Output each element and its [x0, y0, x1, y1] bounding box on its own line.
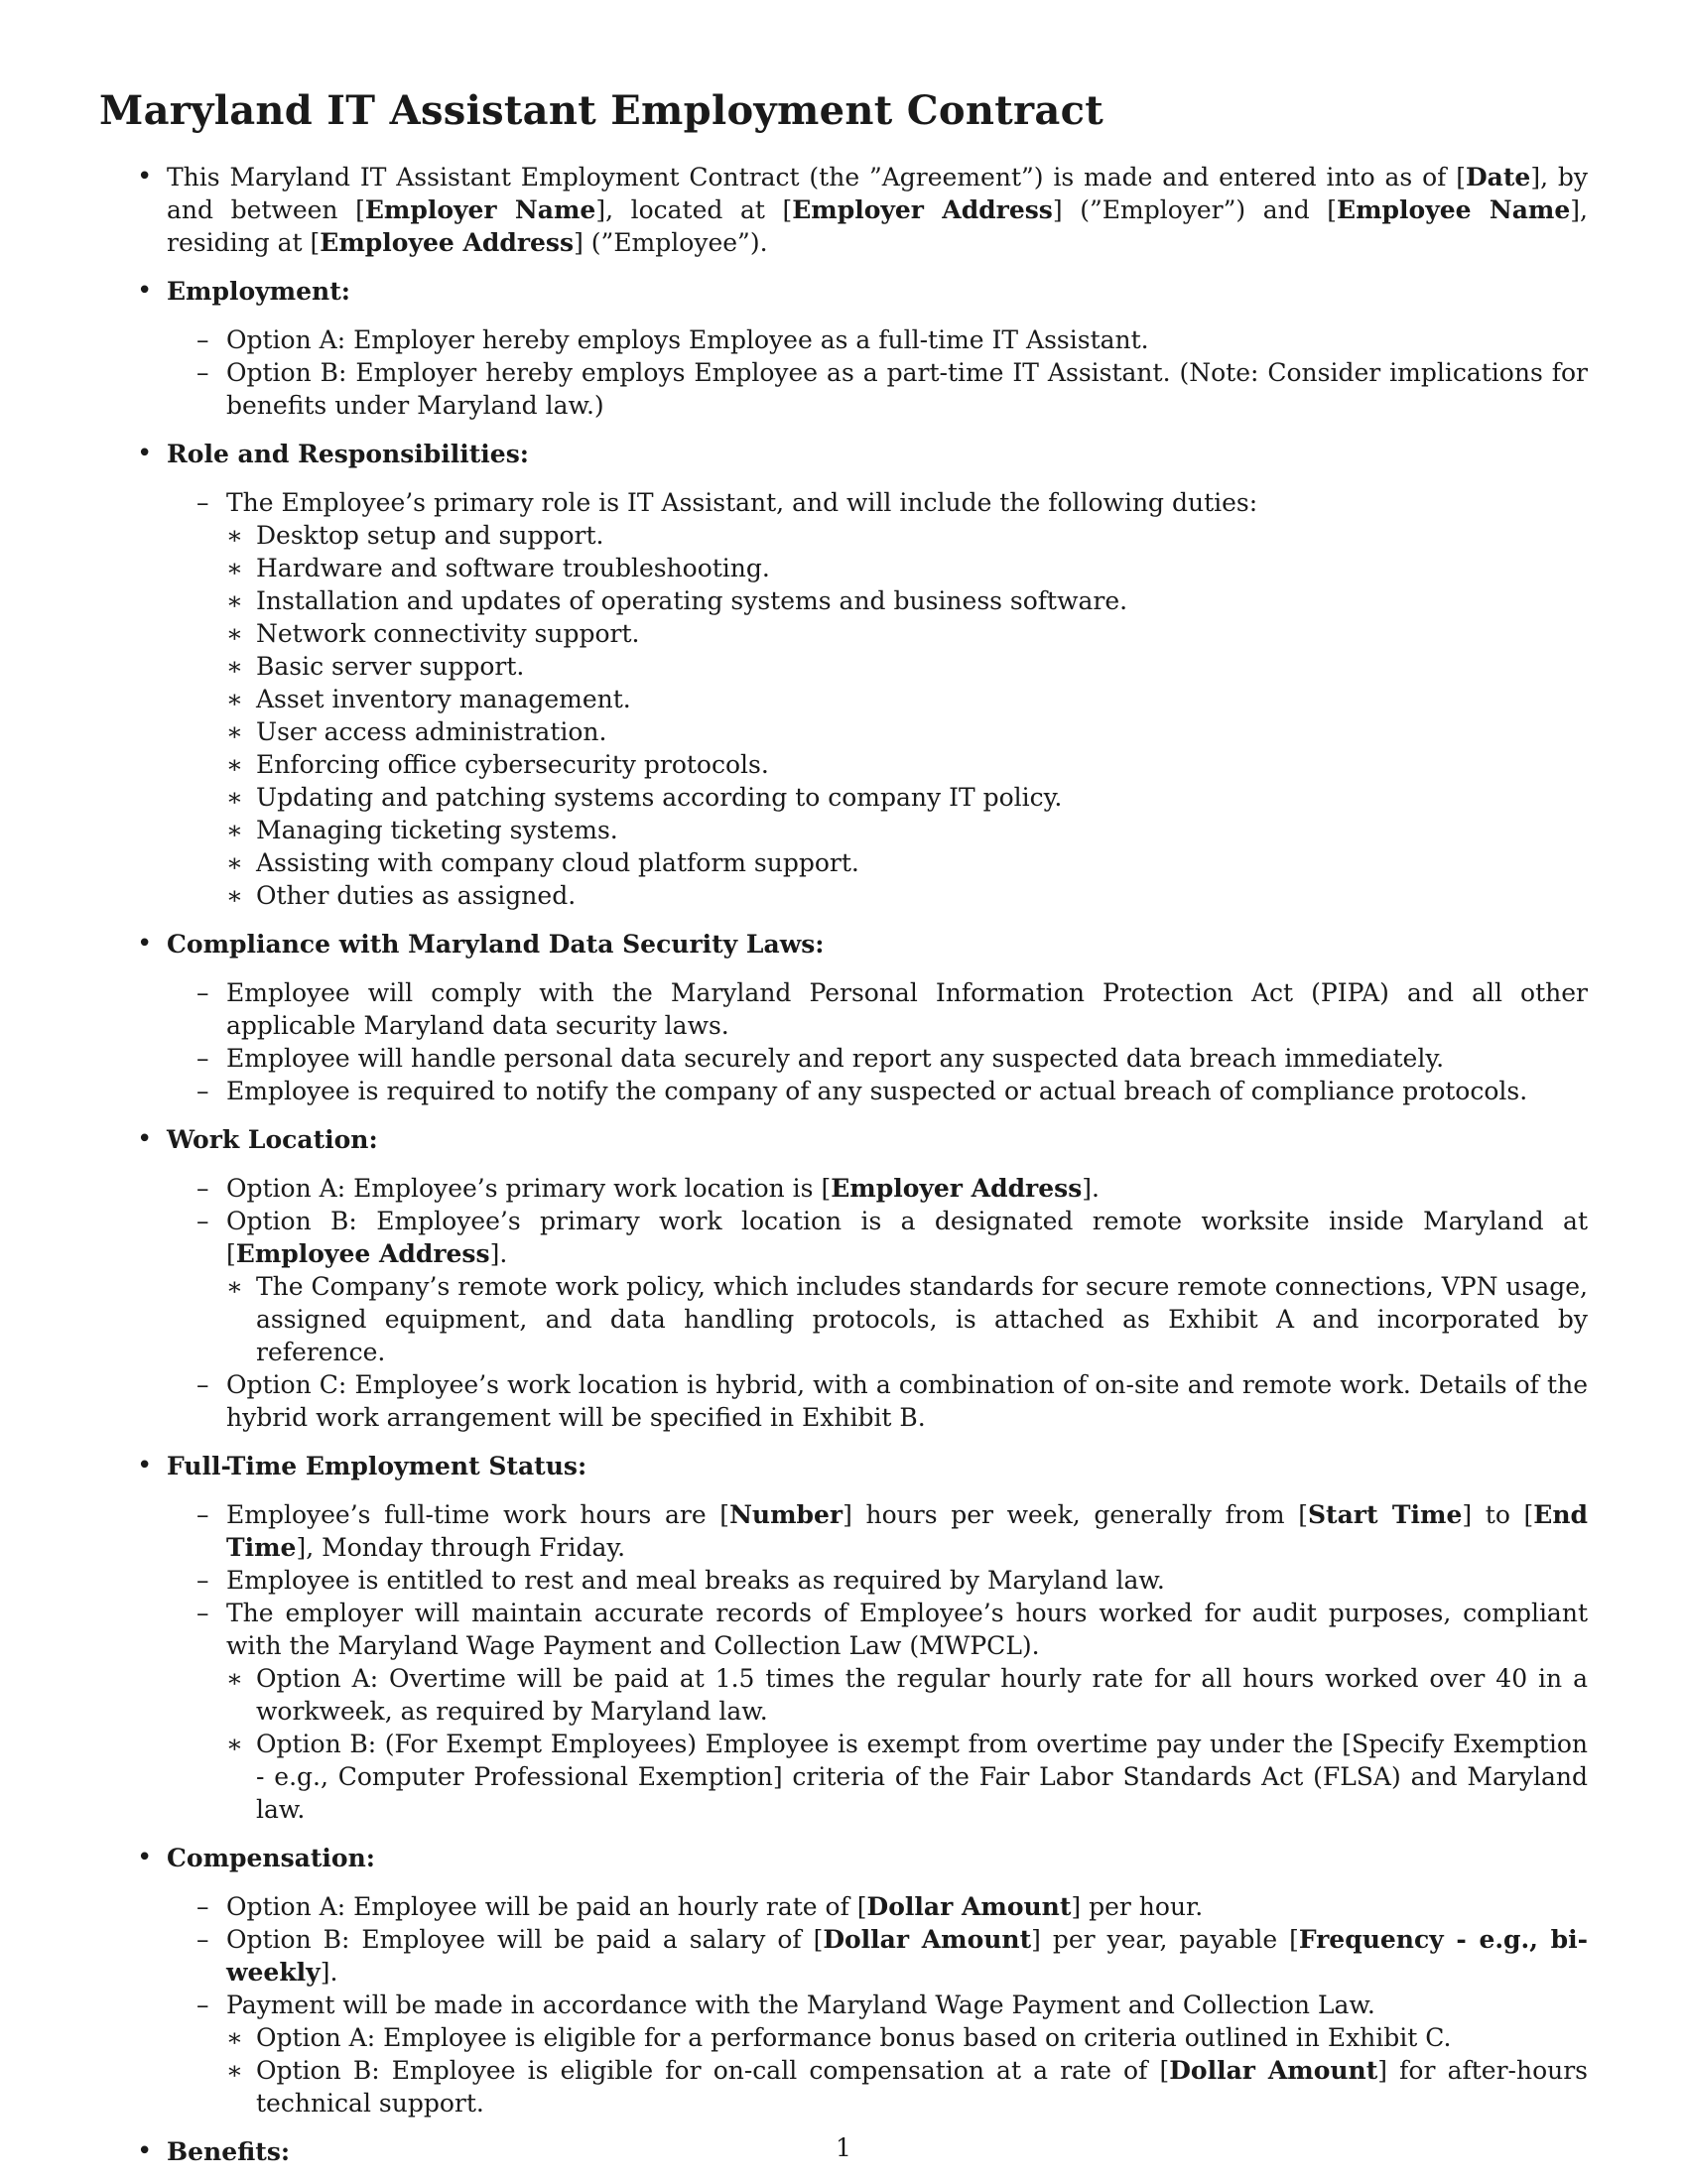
list-item: – Option B: Employee will be paid a salary of [Dollar Amount] per year, payable [Frequency - e.g., bi-weekly]. [167, 1923, 1588, 1989]
duty-item: ∗ Assisting with company cloud platform support. [226, 846, 1588, 879]
placeholder-employee-address: Employee Address [320, 228, 575, 257]
placeholder-start-time: Start Time [1308, 1500, 1463, 1529]
duty-item: ∗ Network connectivity support. [226, 617, 1588, 650]
section-heading: Work Location: [167, 1125, 378, 1154]
section-full-time-status [99, 1450, 1588, 1826]
duty-item: ∗ Basic server support. [226, 650, 1588, 683]
contract-body [99, 161, 1588, 2184]
duty-item: ∗ Hardware and software troubleshooting. [226, 552, 1588, 584]
list-item: – The Employee’s primary role is IT Assistant, and will include the following duties: ∗ Desktop setup and support. ∗ Hardware and software troubleshooting. ∗ Installation and updates of operating systems and business software. ∗ Network connectivity support. ∗ Basic server support. ∗ Asset inventory management. ∗ User access administration. ∗ Enforcing office cybersecurity protocols. ∗ Updating and patching systems according to company IT policy. ∗ Managing ticketing systems. ∗ Assisting with company cloud platform support. ∗ Other duties as assigned. [167, 486, 1588, 912]
placeholder-employer-address: Employer Address [792, 195, 1053, 224]
duty-item: ∗ Other duties as assigned. [226, 879, 1588, 912]
section-list [99, 161, 1588, 2168]
duty-item: ∗ Installation and updates of operating systems and business software. [226, 584, 1588, 617]
duty-item: ∗ Asset inventory management. [226, 683, 1588, 715]
list-item: – Employee is required to notify the company of any suspected or actual breach of compliance protocols. [167, 1075, 1588, 1107]
intro-paragraph: • This Maryland IT Assistant Employment Contract (the ”Agreement”) is made and entered into as of [Date], by and between [Employer Name], located at [Employer Address] (”Employer”) and [Employee Name], residing at [Employee Address] (”Employee”). [99, 161, 1588, 259]
duty-item: ∗ User access administration. [226, 715, 1588, 748]
section-employment [99, 275, 1588, 422]
page-title: Maryland IT Assistant Employment Contract [99, 87, 1104, 134]
placeholder-dollar-amount: Dollar Amount [823, 1925, 1032, 1954]
section-work-location [99, 1123, 1588, 1434]
section-compliance [99, 928, 1588, 1107]
section-heading: Employment: [167, 277, 350, 306]
duties-list [226, 519, 1588, 912]
section-heading: Full-Time Employment Status: [167, 1452, 587, 1480]
section-heading: Compliance with Maryland Data Security Laws: [167, 930, 825, 959]
placeholder-frequency: Frequency - e.g., bi-weekly [226, 1925, 1588, 1987]
section-heading: Role and Responsibilities: [167, 440, 530, 468]
section-heading: Benefits: [167, 2137, 291, 2166]
placeholder-number: Number [729, 1500, 844, 1529]
placeholder-dollar-amount: Dollar Amount [866, 1892, 1072, 1921]
duty-item: ∗ Desktop setup and support. [226, 519, 1588, 552]
duty-item: ∗ Updating and patching systems according to company IT policy. [226, 781, 1588, 814]
list-item: – The employer will maintain accurate records of Employee’s hours worked for audit purposes, compliant with the Maryland Wage Payment and Collection Law (MWPCL). ∗ Option A: Overtime will be paid at 1.5 times the regular hourly rate for all hours worked over 40 in a workweek, as required by Maryland law. ∗ Option B: (For Exempt Employees) Employee is exempt from overtime pay under the [Specify Exemption - e.g., Computer Professional Exemption] criteria of the Fair Labor Standards Act (FLSA) and Maryland law. [167, 1597, 1588, 1826]
placeholder-dollar-amount: Dollar Amount [1169, 2056, 1378, 2085]
list-item: – Option A: Employee will be paid an hourly rate of [Dollar Amount] per hour. [167, 1890, 1588, 1923]
list-item: – Payment will be made in accordance with the Maryland Wage Payment and Collection Law. ∗ Option A: Employee is eligible for a performance bonus based on criteria outlined in Exhibit C. ∗ Option B: Employee is eligible for on-call compensation at a rate of [Dollar Amount] for after-hours technical support. [167, 1989, 1588, 2120]
placeholder-end-time: End Time [226, 1500, 1589, 1562]
list-item: ∗ Option A: Overtime will be paid at 1.5 times the regular hourly rate for all hours worked over 40 in a workweek, as required by Maryland law. [226, 1662, 1588, 1728]
list-item: ∗ Option B: (For Exempt Employees) Employee is exempt from overtime pay under the [Specify Exemption - e.g., Computer Professional Exemption] criteria of the Fair Labor Standards Act (FLSA) and Maryland law. [226, 1728, 1588, 1826]
list-item: – Employee is entitled to rest and meal breaks as required by Maryland law. [167, 1564, 1588, 1597]
placeholder-employer-address: Employer Address [831, 1174, 1083, 1203]
list-item: – Employee will comply with the Maryland Personal Information Protection Act (PIPA) and all other applicable Maryland data security laws. [167, 976, 1588, 1042]
list-item: – Option A: Employer hereby employs Employee as a full-time IT Assistant. [167, 323, 1588, 356]
duty-item: ∗ Managing ticketing systems. [226, 814, 1588, 846]
list-item: – Option B: Employee’s primary work location is a designated remote worksite inside Maryland at [Employee Address]. ∗ The Company’s remote work policy, which includes standards for secure remote connections, VPN usage, assigned equipment, and data handling protocols, is attached as Exhibit A and incorporated by reference. [167, 1205, 1588, 1368]
list-item: – Option C: Employee’s work location is hybrid, with a combination of on-site and remote work. Details of the hybrid work arrangement will be specified in Exhibit B. [167, 1368, 1588, 1434]
list-item: – Option A: Employee’s primary work location is [Employer Address]. [167, 1172, 1588, 1205]
list-item: – Employee’s full-time work hours are [Number] hours per week, generally from [Start Time] to [End Time], Monday through Friday. [167, 1498, 1588, 1564]
placeholder-employer-name: Employer Name [364, 195, 596, 224]
placeholder-employee-address: Employee Address [235, 1239, 490, 1268]
section-role [99, 438, 1588, 912]
section-compensation [99, 1842, 1588, 2120]
section-heading: Compensation: [167, 1844, 375, 1872]
duty-item: ∗ Enforcing office cybersecurity protocols. [226, 748, 1588, 781]
list-item: – Employee will handle personal data securely and report any suspected data breach immediately. [167, 1042, 1588, 1075]
list-item: ∗ Option B: Employee is eligible for on-call compensation at a rate of [Dollar Amount] for after-hours technical support. [226, 2054, 1588, 2120]
list-item: ∗ The Company’s remote work policy, which includes standards for secure remote connections, VPN usage, assigned equipment, and data handling protocols, is attached as Exhibit A and incorporated by reference. [226, 1270, 1588, 1368]
placeholder-date: Date [1465, 163, 1531, 192]
placeholder-employee-name: Employee Name [1337, 195, 1571, 224]
list-item: ∗ Option A: Employee is eligible for a performance bonus based on criteria outlined in Exhibit C. [226, 2021, 1588, 2054]
page-number: 1 [836, 2133, 851, 2162]
list-item: – Option B: Employer hereby employs Employee as a part-time IT Assistant. (Note: Consider implications for benefits under Maryland law.) [167, 356, 1588, 422]
